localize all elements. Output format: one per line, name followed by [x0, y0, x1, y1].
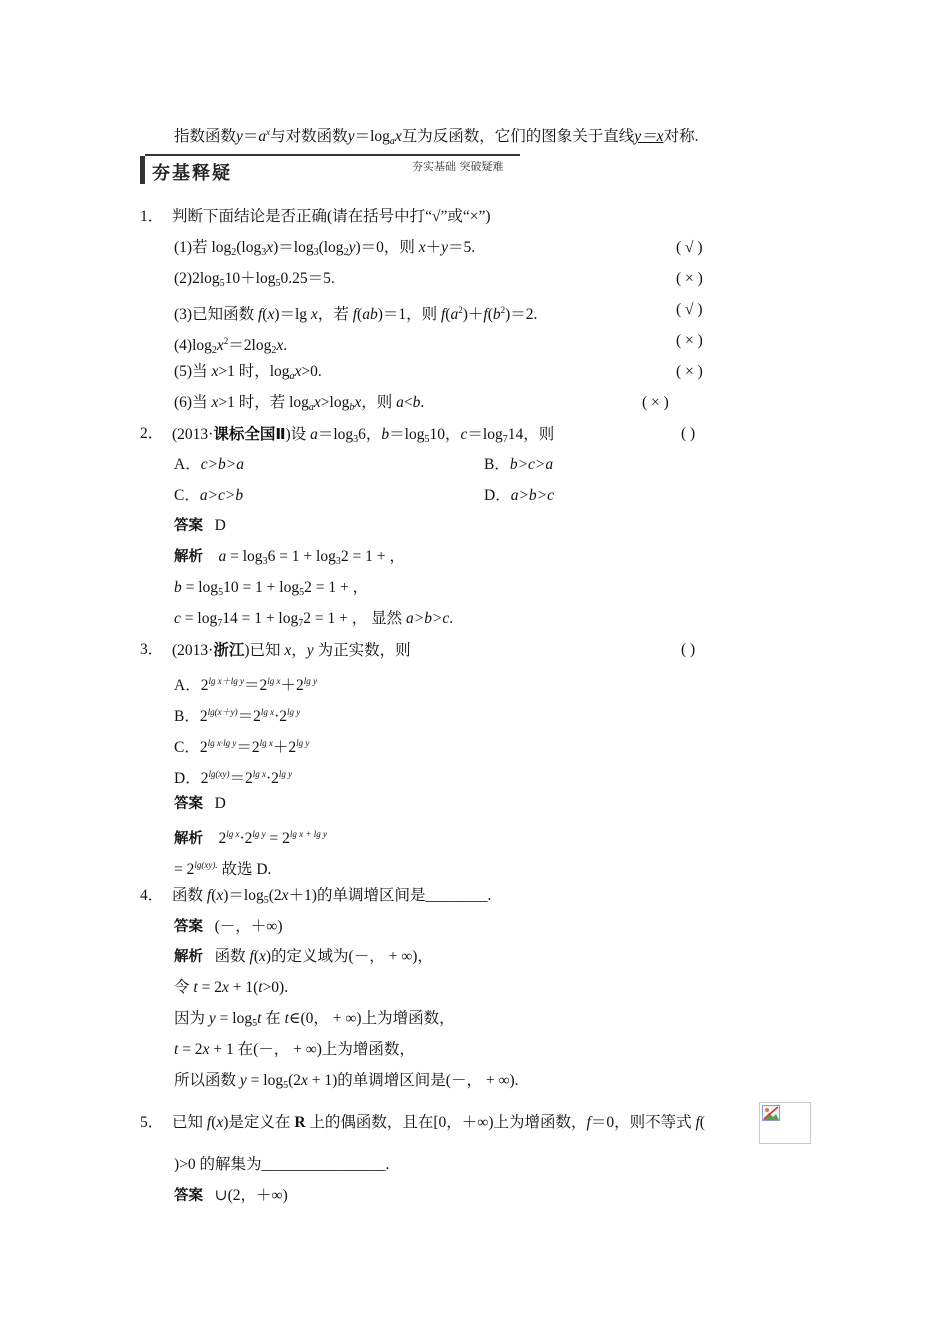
intro-line: 指数函数$y=a^x$与对数函数$y=\log_ax$互为反函数，它们的图象关于直线y＝x对称.	[174, 127, 699, 147]
section-tagline: 夯实基础 突破疑难	[412, 160, 504, 173]
question-5-number: 5．	[140, 1114, 164, 1131]
section-title: 夯基释疑	[152, 163, 232, 184]
section-header	[140, 154, 520, 184]
q2-analysis-1: 解析 $a = \log_36 = 1 + \log_32 = 1$ + ，	[174, 548, 405, 567]
question-2-number: 2．	[140, 425, 164, 442]
q1-item-5-mark: ( × )	[676, 363, 703, 380]
q4-analysis-2: 令 t = 2x + 1(t>0).	[174, 979, 289, 996]
q3-option-b: B．$2^{lg(x+y)}=2^{lg x}\cdot 2^{lg y}$	[174, 707, 301, 725]
q2-option-d: D．a>b>c	[484, 487, 555, 504]
q1-item-1: (1)若 $\log_2(\log_3x)=\log_3(\log_2y)=0$，则 x＋y＝5.	[174, 239, 476, 258]
q3-option-a: A．$2^{lg x+lg y}=2^{lg x}+2^{lg y}$	[174, 676, 317, 694]
question-3-number: 3．	[140, 641, 164, 658]
q2-answer: 答案 D	[174, 517, 226, 534]
q4-analysis-5: 所以函数 $y = \log_5(2x + 1)$的单调增区间是(－， + ∞).	[174, 1072, 519, 1091]
broken-image-icon	[762, 1105, 780, 1121]
q1-item-2-mark: ( × )	[676, 270, 703, 287]
line-expression: y＝x	[634, 128, 664, 145]
q2-option-b: B．b>c>a	[484, 456, 554, 473]
q1-item-3: (3)已知函数 f(x)＝lg x，若 f(ab)＝1，则 $f(a^2)+f(b^2)=2$.	[174, 305, 538, 323]
question-2-stem: (2013·课标全国Ⅱ)设 $a=\log_36$，$b=\log_510$，$c=\log_714$，则	[172, 425, 555, 445]
q4-analysis-4: t = 2x + 1 在(－， + ∞)上为增函数，	[174, 1041, 415, 1058]
q1-item-6-mark: ( × )	[642, 394, 669, 411]
q5-answer: 答案 ∪(2，＋∞)	[174, 1187, 288, 1204]
q2-option-a: A．c>b>a	[174, 456, 245, 473]
q2-answer-blank: ( )	[681, 425, 696, 442]
q1-item-4: $(4)\log_2x^2=2\log_2x$.	[174, 336, 288, 356]
q1-item-4-mark: ( × )	[676, 332, 703, 349]
q4-analysis-1: 解析 函数 f(x)的定义域为(－， + ∞)，	[174, 948, 433, 965]
question-5-stem: 已知 f(x)是定义在 R 上的偶函数，且在[0，＋∞)上为增函数，f＝0，则不等式 f(	[172, 1114, 705, 1131]
q2-analysis-3: $c = \log_714 = 1 + \log_72 = 1$ + ， 显然 a>b>c.	[174, 610, 454, 629]
q1-item-3-mark: ( √ )	[676, 301, 703, 318]
question-4-number: 4．	[140, 887, 164, 904]
q3-answer-blank: ( )	[681, 641, 696, 658]
q1-item-5: (5)当 x>1 时，$\log_ax>0$.	[174, 363, 322, 382]
q1-item-6: (6)当 x>1 时，若 $\log_ax>\log_bx$，则 a<b.	[174, 394, 425, 413]
section-accent-bar	[140, 156, 145, 184]
q3-option-d: D．$2^{lg(xy)}=2^{lg x}\cdot 2^{lg y}$	[174, 769, 293, 787]
q4-answer: 答案 (－，＋∞)	[174, 918, 283, 935]
question-4-stem: 函数 $f(x)=\log_5(2x+1)$的单调增区间是________.	[172, 887, 492, 906]
question-3-stem: (2013·浙江)已知 x，y 为正实数，则	[172, 641, 411, 659]
question-1-number: 1．	[140, 208, 164, 225]
section-rule	[145, 154, 520, 156]
q2-option-c: C．a>c>b	[174, 487, 244, 504]
question-5-stem-cont: )>0 的解集为________________.	[174, 1156, 390, 1173]
question-1-stem: 判断下面结论是否正确(请在括号中打“√”或“×”)	[172, 208, 491, 225]
q3-analysis-2: = $2^{lg(xy).}$ 故选 D.	[174, 860, 272, 878]
q4-analysis-3: 因为 $y = \log_5t$ 在 t∈(0， + ∞)上为增函数，	[174, 1010, 455, 1029]
q1-item-1-mark: ( √ )	[676, 239, 703, 256]
q3-answer: 答案 D	[174, 795, 226, 812]
q1-item-2: $(2)2\log_510+\log_50.25=5$.	[174, 270, 335, 289]
broken-image-placeholder	[759, 1102, 811, 1144]
q3-analysis-1: 解析 $2^{lg x}\cdot 2^{lg y} = 2^{lg x + lg y}$	[174, 829, 327, 847]
q3-option-c: C．$2^{lg x\cdot lg y}=2^{lg x}+2^{lg y}$	[174, 738, 310, 756]
q2-analysis-2: $b = \log_510 = 1 + \log_52 = 1$ + ，	[174, 579, 369, 598]
